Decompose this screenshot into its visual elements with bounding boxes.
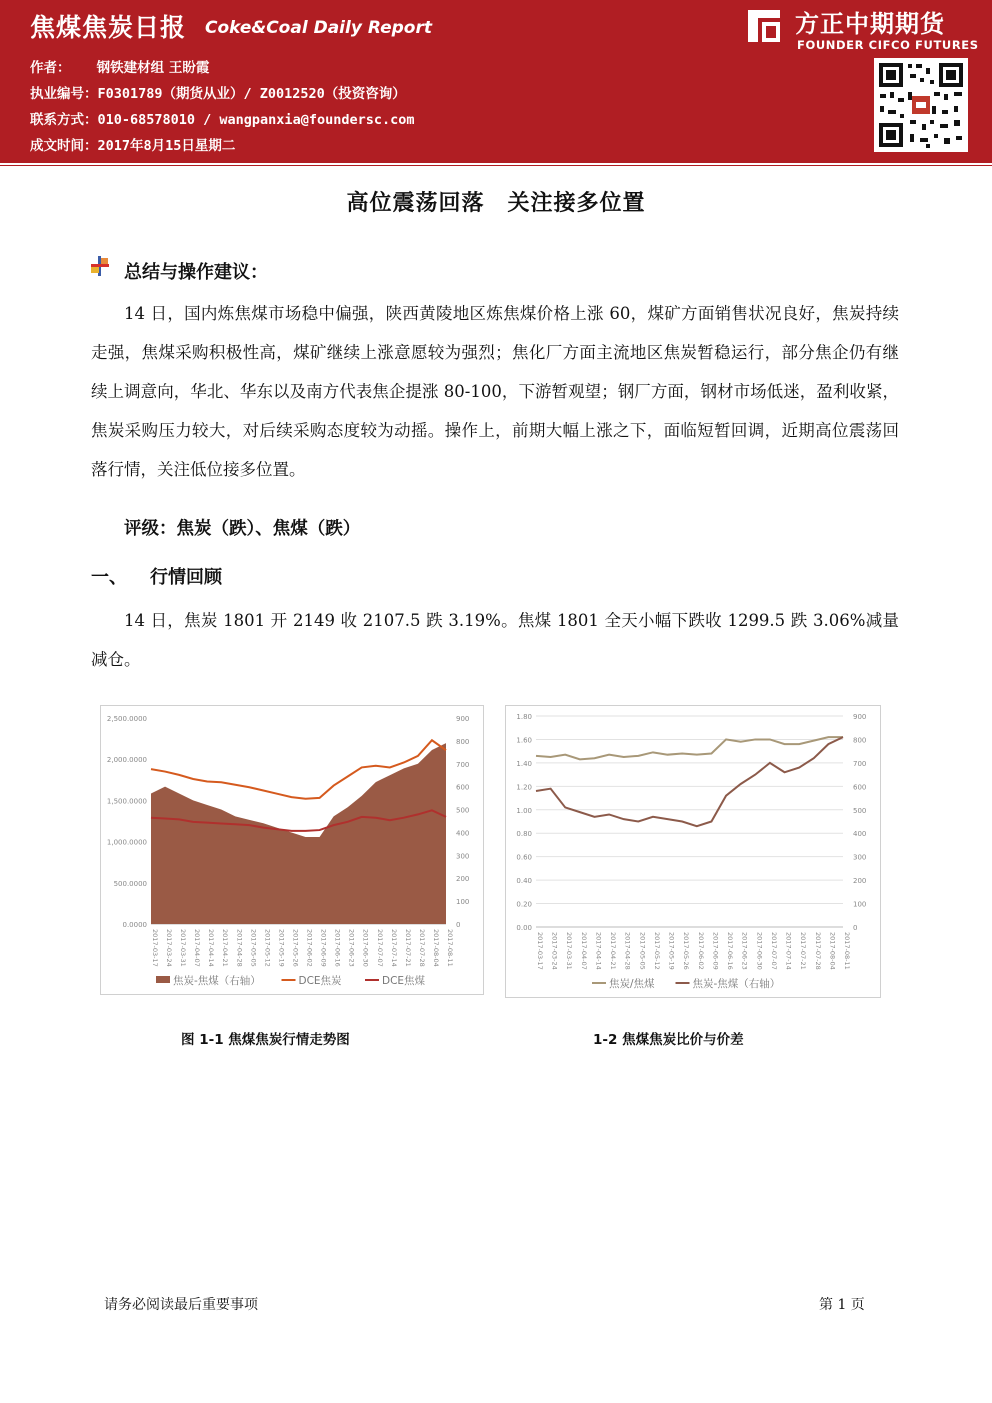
y-right-tick-label: 900	[853, 713, 867, 721]
date-value: 2017年8月15日星期二	[97, 138, 236, 154]
x-tick-label: 2017-04-21	[221, 929, 230, 967]
footer-page-number: 第 1 页	[819, 1297, 865, 1313]
report-header	[0, 0, 992, 160]
license-label: 执业编号：	[30, 86, 98, 102]
y-left-tick-label: 1.20	[516, 783, 532, 792]
y-right-tick-label: 900	[456, 715, 470, 723]
x-tick-label: 2017-07-28	[813, 932, 822, 970]
y-right-tick-label: 700	[456, 760, 470, 769]
x-tick-label: 2017-07-21	[403, 929, 412, 967]
license-value: F0301789（期货从业）/ Z0012520（投资咨询）	[97, 86, 406, 102]
x-tick-label: 2017-08-04	[828, 932, 837, 970]
figure-2-caption: 1-2 焦煤焦炭比价与价差	[593, 1032, 744, 1048]
y-left-tick-label: 2,000.0000	[106, 756, 147, 765]
x-tick-label: 2017-06-16	[333, 929, 342, 967]
y-right-tick-label: 100	[456, 898, 470, 907]
header-rule-thin	[0, 165, 992, 166]
y-right-tick-label: 800	[456, 737, 470, 746]
document-title: 高位震荡回落 关注接多位置	[346, 190, 646, 216]
x-tick-label: 2017-05-05	[249, 929, 258, 967]
contact-value: 010-68578010 / wangpanxia@foundersc.com	[97, 112, 415, 128]
y-left-tick-label: 0.20	[516, 900, 532, 909]
x-tick-label: 2017-08-04	[431, 929, 440, 967]
x-tick-label: 2017-07-07	[375, 929, 384, 967]
series-line-0	[536, 737, 843, 759]
y-right-tick-label: 500	[456, 806, 470, 815]
x-tick-label: 2017-04-07	[579, 932, 588, 970]
x-tick-label: 2017-04-14	[207, 929, 216, 967]
company-name-cn: 方正中期期货	[795, 10, 945, 38]
rating-text: 评级：焦炭（跌）、焦煤（跌）	[124, 519, 361, 539]
section-bullet-icon	[91, 256, 109, 276]
x-tick-label: 2017-06-23	[347, 929, 356, 967]
legend-label: DCE焦煤	[382, 975, 426, 987]
y-left-tick-label: 0.00	[516, 924, 532, 932]
chart-2-frame	[505, 705, 881, 998]
y-right-tick-label: 700	[853, 759, 867, 768]
x-tick-label: 2017-06-30	[755, 932, 764, 970]
x-tick-label: 2017-08-11	[446, 929, 454, 967]
x-tick-label: 2017-05-26	[682, 932, 691, 970]
x-tick-label: 2017-04-21	[609, 932, 618, 970]
y-left-tick-label: 500.0000	[113, 879, 147, 888]
x-tick-label: 2017-06-02	[305, 929, 314, 967]
x-tick-label: 2017-07-28	[417, 929, 426, 967]
x-tick-label: 2017-04-14	[594, 932, 603, 970]
x-tick-label: 2017-05-12	[263, 929, 272, 967]
contact-label: 联系方式：	[30, 112, 98, 128]
y-right-tick-label: 400	[456, 829, 470, 838]
y-left-tick-label: 0.0000	[122, 921, 147, 929]
x-tick-label: 2017-03-17	[151, 929, 159, 967]
y-right-tick-label: 800	[853, 736, 867, 745]
y-left-tick-label: 1,500.0000	[106, 797, 147, 806]
summary-paragraph: 14 日，国内炼焦煤市场稳中偏强，陕西黄陵地区炼焦煤价格上涨 60，煤矿方面销售状况良好，焦炭持续走强，焦煤采购积极性高，煤矿继续上涨意愿较为强烈；焦化厂方面主流地区焦炭暂稳运行，部分焦企仍有继续上调意向，华北、华东以及南方代表焦企提涨 80-100，下游暂观望；钢厂方面，钢材市场低迷，盈利收紧，焦炭采购压力较大，对后续采购态度较为动摇。操作上，前期大幅上涨之下，面临短暂回调，近期高位震荡回落行情，关注低位接多位置。	[91, 304, 899, 479]
y-right-tick-label: 200	[853, 877, 867, 886]
x-tick-label: 2017-07-14	[389, 929, 398, 967]
date-label: 成文时间：	[30, 138, 98, 154]
company-logo-icon	[744, 6, 784, 46]
qr-code-icon	[874, 58, 968, 152]
x-tick-label: 2017-05-05	[638, 932, 647, 970]
contact-line	[30, 108, 414, 128]
header-rule	[0, 160, 992, 163]
y-left-tick-label: 1.40	[516, 759, 532, 768]
author-value: 钢铁建材组 王盼霞	[96, 60, 210, 76]
x-tick-label: 2017-03-31	[179, 929, 188, 967]
figure-1-caption: 图 1-1 焦煤焦炭行情走势图	[181, 1032, 350, 1048]
x-tick-label: 2017-07-07	[769, 932, 778, 970]
x-tick-label: 2017-06-09	[319, 929, 328, 967]
legend-label: 焦炭-焦煤（右轴）	[173, 975, 261, 987]
y-left-tick-label: 1.00	[516, 806, 532, 815]
y-left-tick-label: 1.80	[516, 713, 532, 721]
y-right-tick-label: 200	[456, 875, 470, 884]
footer-notice: 请务必阅读最后重要事项	[104, 1297, 258, 1313]
report-subtitle: Coke&Coal Daily Report	[205, 18, 432, 38]
date-line	[30, 134, 235, 154]
x-tick-label: 2017-05-12	[652, 932, 661, 970]
series-area-0	[151, 743, 446, 924]
x-tick-label: 2017-06-30	[361, 929, 370, 967]
y-right-tick-label: 0	[456, 921, 461, 929]
x-tick-label: 2017-04-28	[623, 932, 632, 970]
license-line	[30, 82, 406, 102]
x-tick-label: 2017-05-19	[667, 932, 676, 970]
x-tick-label: 2017-03-17	[536, 932, 544, 970]
company-name-en: FOUNDER CIFCO FUTURES	[797, 38, 979, 52]
x-tick-label: 2017-06-09	[711, 932, 720, 970]
chart-1-coke-coal-trend	[101, 706, 483, 994]
x-tick-label: 2017-07-14	[784, 932, 793, 970]
section1-paragraph: 14 日，焦炭 1801 开 2149 收 2107.5 跌 3.19%。焦煤 1801 全天小幅下跌收 1299.5 跌 3.06%减量减仓。	[91, 611, 899, 669]
x-tick-label: 2017-08-11	[843, 932, 851, 970]
y-left-tick-label: 1,000.0000	[106, 838, 147, 847]
y-right-tick-label: 400	[853, 830, 867, 839]
y-left-tick-label: 0.60	[516, 853, 532, 862]
y-left-tick-label: 2,500.0000	[106, 715, 147, 723]
y-right-tick-label: 0	[853, 924, 858, 932]
x-tick-label: 2017-03-31	[565, 932, 574, 970]
x-tick-label: 2017-03-24	[165, 929, 174, 967]
legend-label: 焦炭/焦煤	[609, 978, 655, 990]
x-tick-label: 2017-06-02	[696, 932, 705, 970]
legend-label: 焦炭-焦煤（右轴）	[692, 978, 781, 990]
y-right-tick-label: 500	[853, 806, 867, 815]
summary-heading: 总结与操作建议：	[124, 262, 268, 283]
section1-number: 一、	[91, 567, 127, 588]
y-left-tick-label: 0.80	[516, 830, 532, 839]
report-title: 焦煤焦炭日报	[30, 13, 187, 42]
x-tick-label: 2017-05-26	[291, 929, 300, 967]
y-right-tick-label: 300	[853, 853, 867, 862]
y-right-tick-label: 600	[853, 783, 867, 792]
author-line	[30, 56, 209, 76]
x-tick-label: 2017-03-24	[550, 932, 559, 970]
series-line-1	[536, 737, 843, 826]
section1-heading: 行情回顾	[150, 567, 222, 588]
y-right-tick-label: 100	[853, 900, 867, 909]
chart-1-frame	[100, 705, 484, 995]
chart-2-ratio-spread	[506, 706, 880, 997]
legend-label: DCE焦炭	[298, 975, 342, 987]
y-left-tick-label: 1.60	[516, 736, 532, 745]
x-tick-label: 2017-04-07	[193, 929, 202, 967]
legend-swatch	[156, 976, 170, 983]
y-left-tick-label: 0.40	[516, 877, 532, 886]
x-tick-label: 2017-06-16	[726, 932, 735, 970]
y-right-tick-label: 300	[456, 852, 470, 861]
y-right-tick-label: 600	[456, 783, 470, 792]
x-tick-label: 2017-06-23	[740, 932, 749, 970]
x-tick-label: 2017-07-21	[799, 932, 808, 970]
x-tick-label: 2017-04-28	[235, 929, 244, 967]
author-label: 作者：	[30, 60, 71, 76]
x-tick-label: 2017-05-19	[277, 929, 286, 967]
